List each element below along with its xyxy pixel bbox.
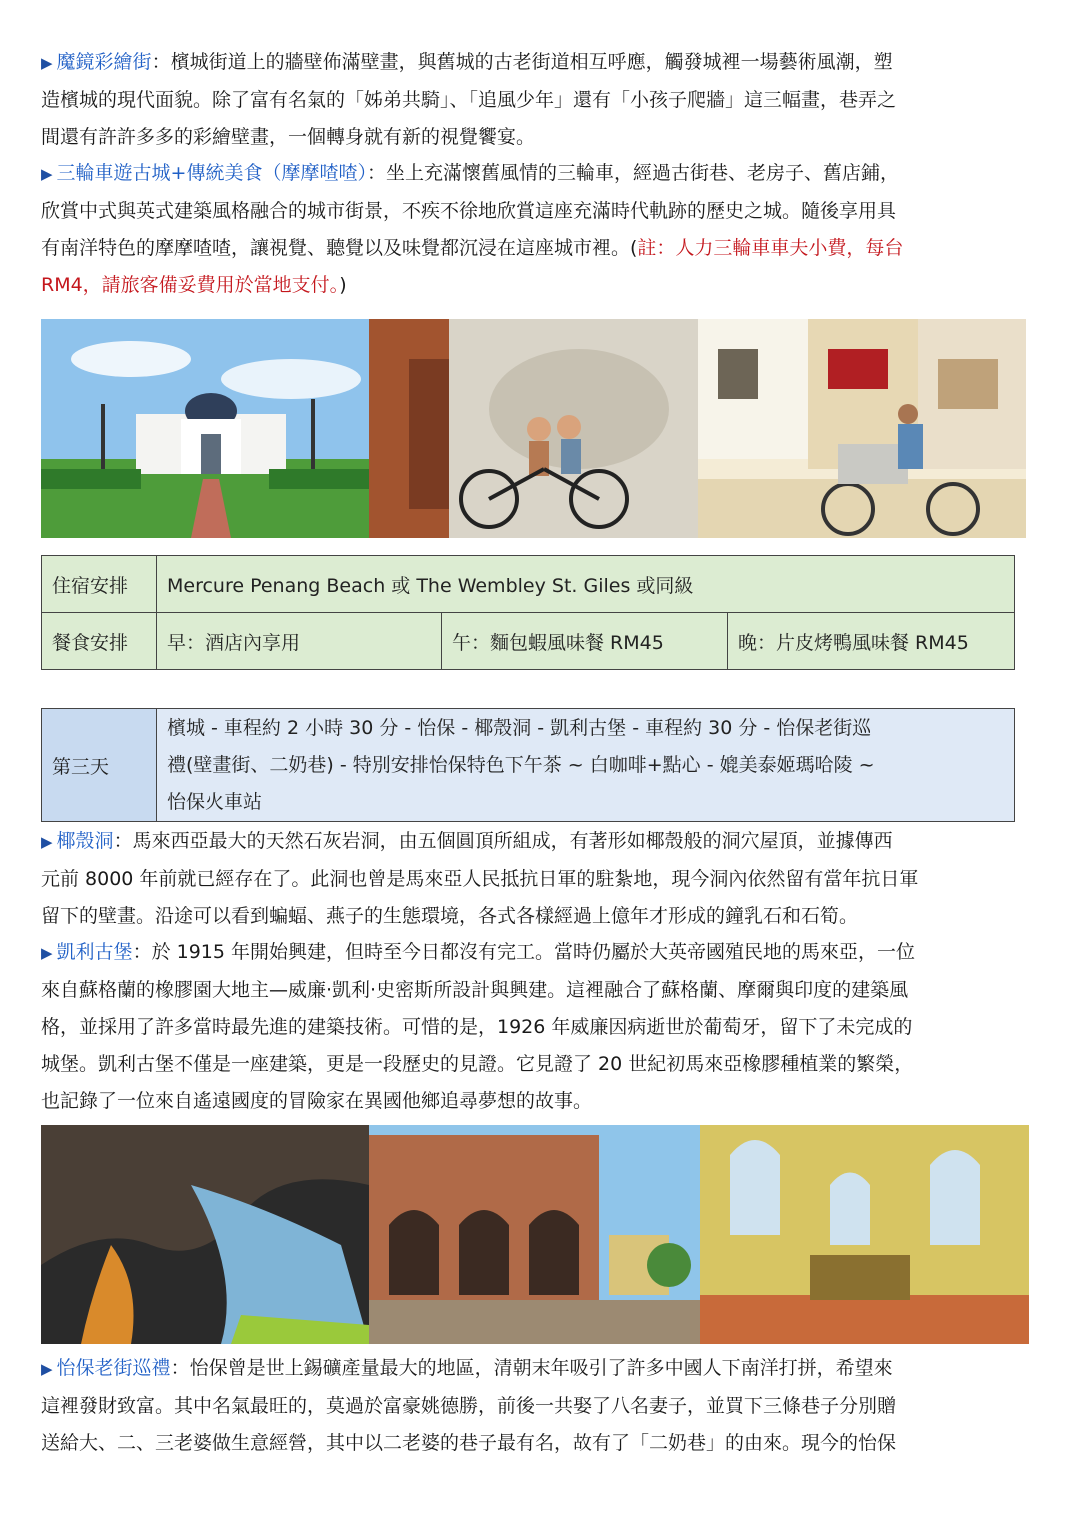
ipoh-text-3: 送給大、二、三老婆做生意經營，其中以二老婆的巷子最有名，故有了「二奶巷」的由來。現今的怡保 bbox=[41, 1432, 897, 1454]
day3-route-1: 檳城 - 車程約 2 小時 30 分 - 怡保 - 椰殼洞 - 凱利古堡 - 車程約 30 分 - 怡保老街巡 bbox=[167, 716, 872, 739]
castle-heading: 凱利古堡 bbox=[56, 941, 133, 963]
hotel-value: Mercure Penang Beach 或 The Wembley St. Giles 或同級 bbox=[157, 556, 1015, 613]
cave-photo bbox=[41, 1125, 369, 1344]
lunch: 午：麵包蝦風味餐 RM45 bbox=[442, 613, 728, 670]
trishaw-close: ) bbox=[339, 274, 347, 296]
trishaw-photo bbox=[698, 319, 1026, 538]
mural-photo bbox=[369, 319, 698, 538]
day3-route-2: 禮(壁畫街、二奶巷) - 特別安排怡保特色下午茶 ~ 白咖啡+點心 - 媲美泰姬瑪哈陵 ~ bbox=[167, 753, 875, 776]
cave-text-2: 元前 8000 年前就已經存在了。此洞也曾是馬來亞人民抵抗日軍的駐紮地，現今洞內依然留有當年抗日軍 bbox=[41, 868, 919, 890]
trishaw-paragraph bbox=[41, 155, 1037, 304]
castle-text-5: 也記錄了一位來自遙遠國度的冒險家在異國他鄉追尋夢想的故事。 bbox=[41, 1090, 593, 1112]
trishaw-heading: 三輪車遊古城+傳統美食（摩摩喳喳） bbox=[56, 162, 367, 184]
castle-text-3: 格，並採用了許多當時最先進的建築技術。可惜的是，1926 年威廉因病逝世於葡萄牙，留下了未完成的 bbox=[41, 1016, 913, 1038]
trishaw-text-1: ：坐上充滿懷舊風情的三輪車，經過古街巷、老房子、舊店鋪， bbox=[366, 162, 899, 184]
bullet-marker: ▶ bbox=[41, 833, 53, 851]
mural-text-3: 間還有許許多多的彩繪壁畫，一個轉身就有新的視覺饗宴。 bbox=[41, 126, 536, 148]
ipoh-text-2: 這裡發財致富。其中名氣最旺的，莫過於富豪姚德勝，前後一共娶了八名妻子，並買下三條巷子分別贈 bbox=[41, 1395, 897, 1417]
castle-paragraph bbox=[41, 934, 1037, 1120]
ipoh-text-1: ：怡保曾是世上錫礦產量最大的地區，清朝末年吸引了許多中國人下南洋打拼，希望來 bbox=[170, 1357, 893, 1379]
castle-photo bbox=[369, 1125, 700, 1344]
dinner: 晚：片皮烤鴨風味餐 RM45 bbox=[728, 613, 1015, 670]
day3-table bbox=[41, 708, 1015, 822]
cave-text-3: 留下的壁畫。沿途可以看到蝙蝠、燕子的生態環境，各式各樣經過上億年才形成的鐘乳石和石筍。 bbox=[41, 905, 859, 927]
meal-label: 餐食安排 bbox=[42, 613, 157, 670]
ipoh-heading: 怡保老街巡禮 bbox=[56, 1357, 171, 1379]
photo-row-ipoh bbox=[41, 1125, 1029, 1344]
cave-paragraph bbox=[41, 823, 1037, 935]
bullet-marker: ▶ bbox=[41, 54, 53, 72]
trishaw-text-2: 欣賞中式與英式建築風格融合的城市街景，不疾不徐地欣賞這座充滿時代軌跡的歷史之城。隨後享用具 bbox=[41, 200, 897, 222]
day3-route-3: 怡保火車站 bbox=[167, 790, 263, 813]
mural-heading: 魔鏡彩繪街 bbox=[56, 51, 152, 73]
bullet-marker: ▶ bbox=[41, 165, 53, 183]
breakfast: 早：酒店內享用 bbox=[157, 613, 442, 670]
accommodation-table bbox=[41, 555, 1015, 670]
mural-paragraph bbox=[41, 44, 1037, 156]
mural-text-1: ：檳城街道上的牆壁佈滿壁畫，與舊城的古老街道相互呼應，觸發城裡一場藝術風潮，塑 bbox=[151, 51, 893, 73]
castle-text-1: ：於 1915 年開始興建，但時至今日都沒有完工。當時仍屬於大英帝國殖民地的馬來亞，一位 bbox=[132, 941, 915, 963]
hotel-label: 住宿安排 bbox=[42, 556, 157, 613]
castle-text-2: 來自蘇格蘭的橡膠園大地主—威廉·凱利·史密斯所設計與興建。這裡融合了蘇格蘭、摩爾與印度的建築風 bbox=[41, 979, 909, 1001]
cave-text-1: ：馬來西亞最大的天然石灰岩洞，由五個圓頂所組成，有著形如椰殼般的洞穴屋頂，並據傳西 bbox=[113, 830, 893, 852]
trishaw-note-1: 註：人力三輪車車夫小費，每台 bbox=[637, 237, 904, 259]
ipoh-paragraph bbox=[41, 1350, 1037, 1462]
bullet-marker: ▶ bbox=[41, 1360, 53, 1378]
photo-row-penang bbox=[41, 319, 1026, 538]
day3-label: 第三天 bbox=[42, 709, 157, 822]
bullet-marker: ▶ bbox=[41, 944, 53, 962]
castle-interior-photo bbox=[700, 1125, 1029, 1344]
trishaw-note-2: RM4，請旅客備妥費用於當地支付。 bbox=[41, 274, 340, 296]
trishaw-text-3: 有南洋特色的摩摩喳喳，讓視覺、聽覺以及味覺都沉浸在這座城市裡。( bbox=[41, 237, 638, 259]
cave-heading: 椰殼洞 bbox=[56, 830, 114, 852]
castle-text-4: 城堡。凱利古堡不僅是一座建築，更是一段歷史的見證。它見證了 20 世紀初馬來亞橡膠種植業的繁榮， bbox=[41, 1053, 914, 1075]
mural-text-2: 造檳城的現代面貌。除了富有名氣的「姊弟共騎」、「追風少年」還有「小孩子爬牆」這三幅畫，巷弄之 bbox=[41, 89, 897, 111]
mosque-photo bbox=[41, 319, 369, 538]
